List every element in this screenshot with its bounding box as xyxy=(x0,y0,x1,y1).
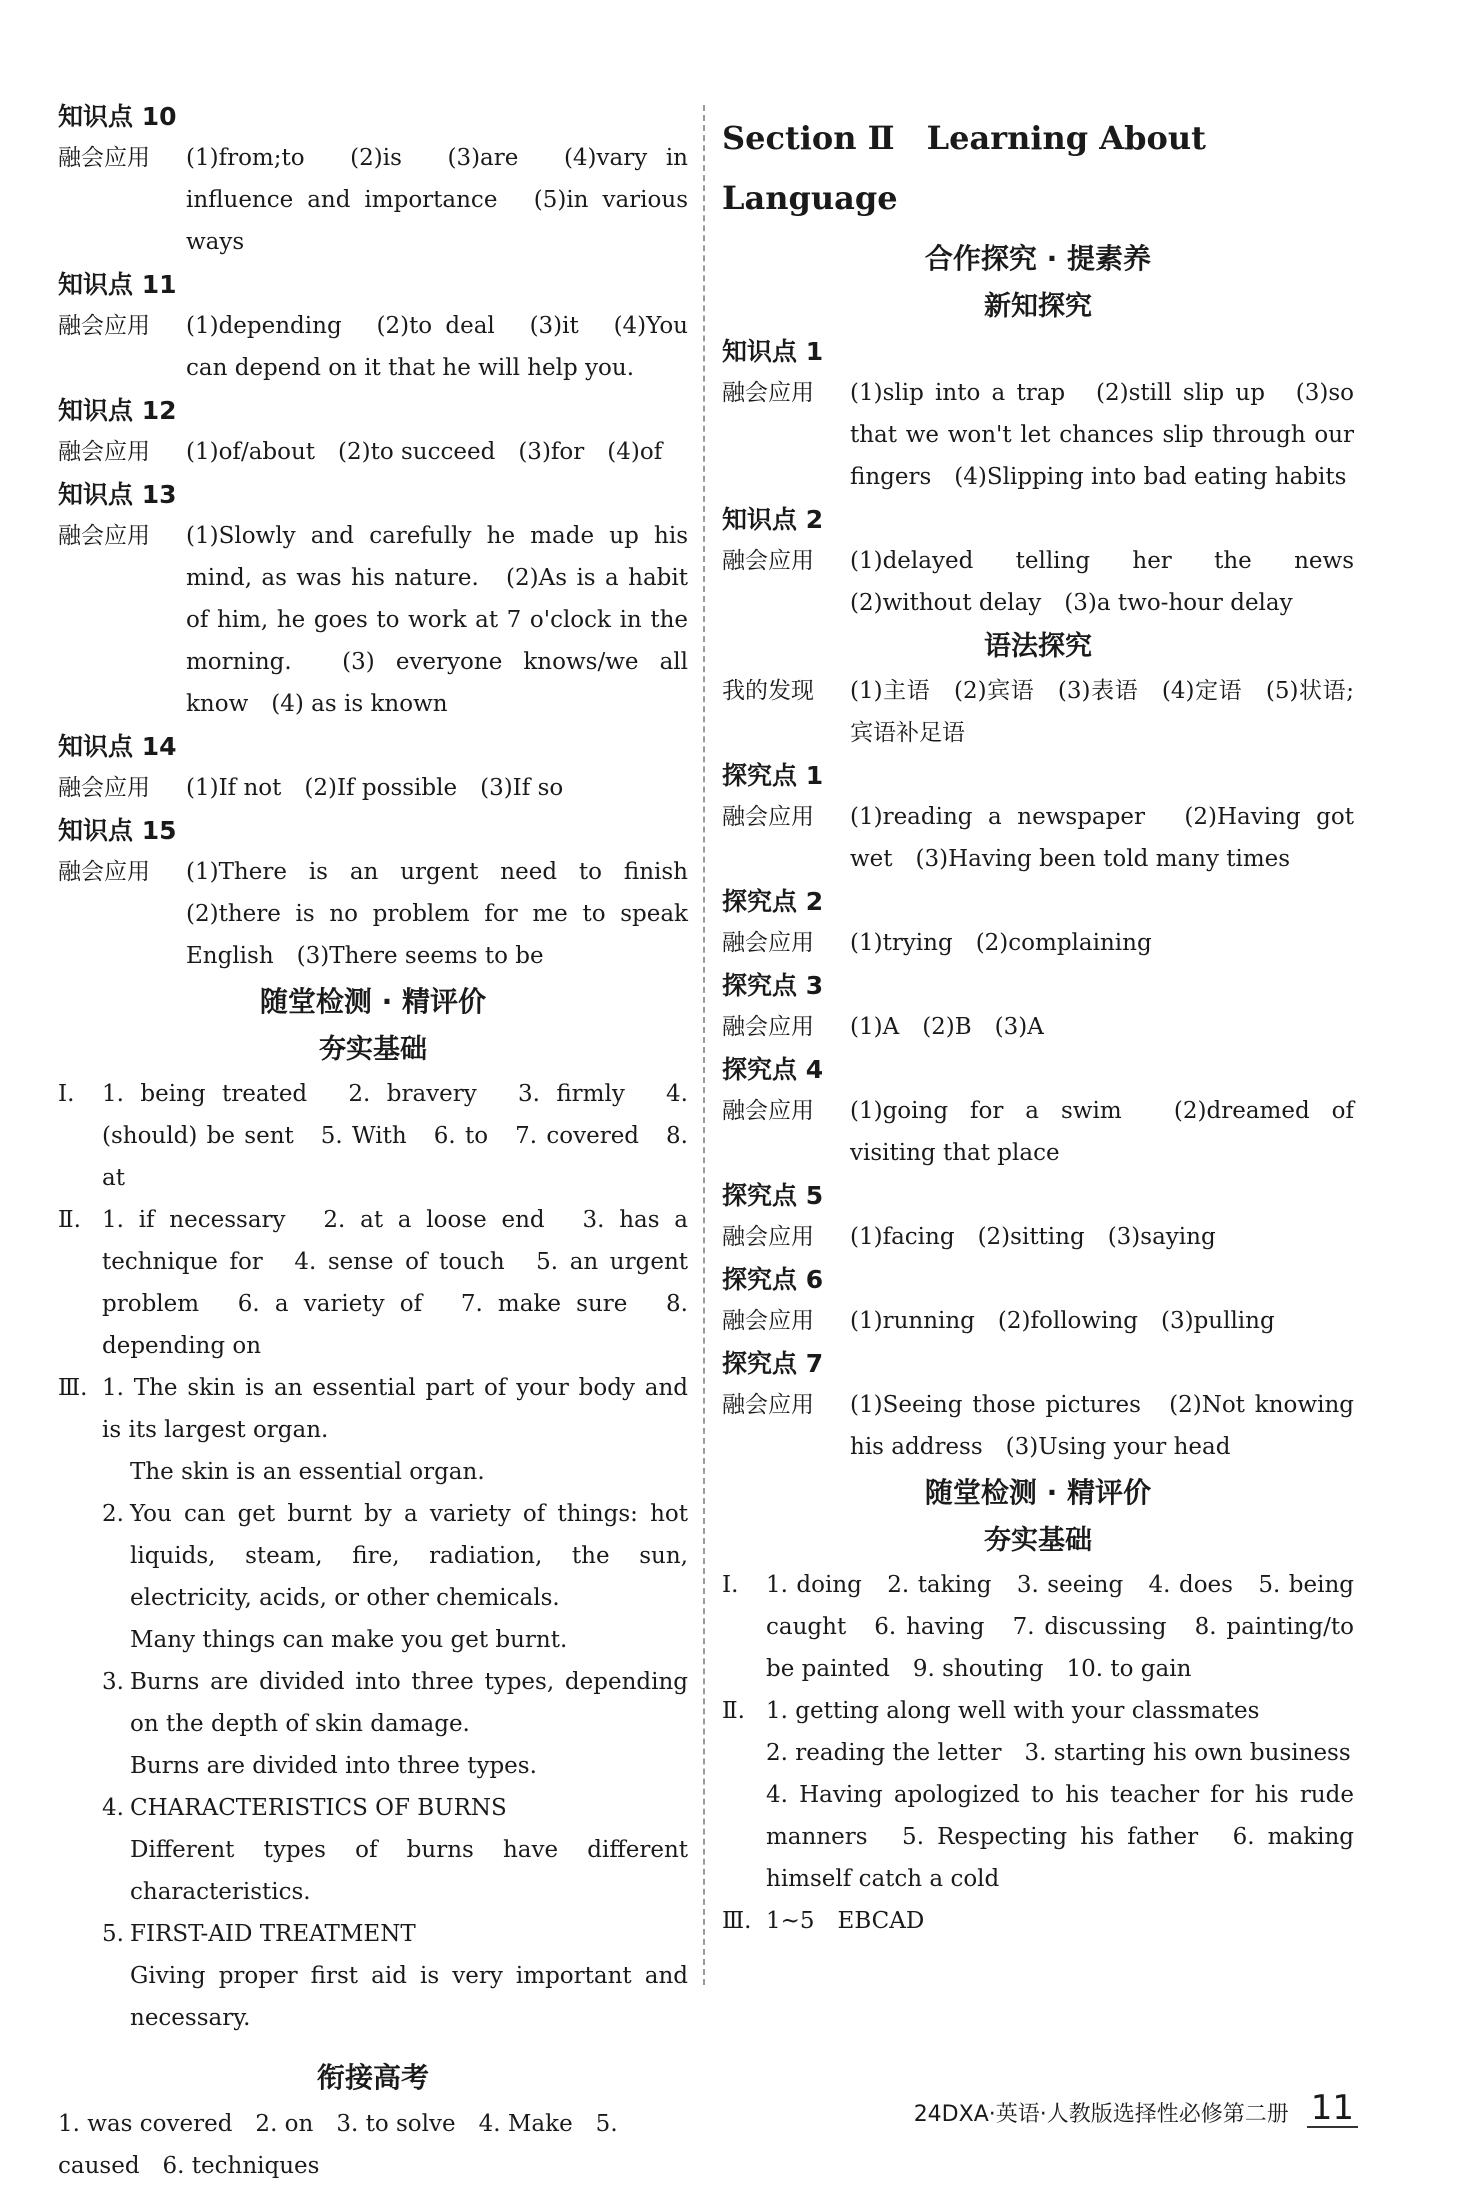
item-text: FIRST-AID TREATMENT xyxy=(130,1921,416,1947)
item-number: 2. xyxy=(102,1501,124,1527)
point-heading: 探究点 2 xyxy=(722,887,824,916)
entry-label: 融会应用 xyxy=(58,859,150,885)
page-number: 11 xyxy=(1307,2090,1358,2128)
answer-entry xyxy=(58,851,711,977)
right-basic-title: 夯实基础 xyxy=(984,1525,1092,1556)
point-heading: 知识点 15 xyxy=(58,816,177,845)
answer-entry xyxy=(722,1216,1354,1258)
section-title: Section Ⅱ Learning About Language xyxy=(722,119,1206,217)
item-text: You can get burnt by a variety of things: hot liquids, steam, fire, radiation, the sun, electricity, acids, or other chemicals. xyxy=(130,1501,688,1611)
roman-numeral: Ⅱ. xyxy=(722,1698,745,1724)
answer-entry xyxy=(58,305,688,389)
answer-entry xyxy=(722,372,1354,498)
entry-text: (1)from;to (2)is (3)are (4)vary in influence and importance (5)in various ways xyxy=(186,145,688,255)
entry-text: (1)delayed telling her the news (2)without delay (3)a two-hour delay xyxy=(850,548,1377,616)
answer-entry xyxy=(722,1090,1354,1174)
answer-entry xyxy=(58,137,688,263)
point-heading: 探究点 4 xyxy=(722,1055,824,1084)
roman-3-item xyxy=(58,1661,688,1745)
entry-label: 融会应用 xyxy=(58,775,150,801)
point-heading: 知识点 2 xyxy=(722,505,824,534)
right-roman-2-line xyxy=(722,1774,1354,1900)
page-footer xyxy=(914,2090,1358,2128)
discovery-label: 我的发现 xyxy=(722,678,814,704)
answer-entry xyxy=(58,515,688,725)
roman-numeral: Ⅲ. xyxy=(58,1375,88,1401)
entry-text: (1)depending (2)to deal (3)it (4)You can depend on it that he will help you. xyxy=(186,313,688,381)
entry-text: (1)going for a swim (2)dreamed of visiting that place xyxy=(850,1098,1354,1166)
entry-label: 融会应用 xyxy=(58,439,150,465)
entry-label: 融会应用 xyxy=(722,380,814,406)
answer-entry xyxy=(58,431,688,473)
roman-text xyxy=(102,1367,688,1451)
point-heading: 知识点 14 xyxy=(58,732,177,761)
point-heading: 探究点 5 xyxy=(722,1181,824,1210)
item-text: Burns are divided into three types, depending on the depth of skin damage. xyxy=(130,1669,688,1737)
roman-text: 1~5 EBCAD xyxy=(766,1908,925,1934)
point-heading: 探究点 6 xyxy=(722,1265,824,1294)
left-basic-title: 夯实基础 xyxy=(319,1034,427,1065)
entry-text: (1)running (2)following (3)pulling xyxy=(850,1308,1275,1334)
entry-text: (1)facing (2)sitting (3)saying xyxy=(850,1224,1216,1250)
answer-entry xyxy=(58,767,688,809)
item-summary: Giving proper first aid is very important and necessary. xyxy=(130,1963,688,2031)
right-column xyxy=(722,108,1377,1942)
entry-label: 融会应用 xyxy=(722,1224,814,1250)
entry-text: (1)A (2)B (3)A xyxy=(850,1014,1044,1040)
answer-entry xyxy=(722,1006,1354,1048)
entry-label: 融会应用 xyxy=(722,930,814,956)
point-heading: 探究点 1 xyxy=(722,761,824,790)
answer-entry xyxy=(722,540,1377,624)
left-roman-2 xyxy=(58,1199,688,1367)
item-number: 4. xyxy=(102,1795,124,1821)
left-gaokao-title: 衔接高考 xyxy=(316,2061,429,2094)
item-summary: The skin is an essential organ. xyxy=(130,1459,485,1485)
entry-label: 融会应用 xyxy=(58,523,150,549)
entry-text: (1)trying (2)complaining xyxy=(850,930,1152,956)
entry-text: (1)reading a newspaper (2)Having got wet (3)Having been told many times xyxy=(850,804,1354,872)
right-explore-blocks xyxy=(722,756,1354,1468)
item-text: The skin is an essential part of your body and is its largest organ. xyxy=(102,1375,689,1443)
item-summary: Burns are divided into three types. xyxy=(130,1753,537,1779)
left-roman-3 xyxy=(58,1367,688,1451)
right-roman-3 xyxy=(722,1900,1354,1942)
roman-text: 1. if necessary 2. at a loose end 3. has a technique for 4. sense of touch 5. an urgent problem 6. a variety of 7. make sure 8. depending on xyxy=(102,1207,688,1359)
item-number: 3. xyxy=(102,1669,124,1695)
point-heading: 知识点 13 xyxy=(58,480,177,509)
entry-label: 融会应用 xyxy=(722,548,814,574)
answer-entry xyxy=(722,922,1354,964)
entry-label: 融会应用 xyxy=(722,1308,814,1334)
point-heading: 探究点 7 xyxy=(722,1349,824,1378)
right-knowledge-blocks xyxy=(722,332,1377,624)
point-heading: 知识点 10 xyxy=(58,102,177,131)
answer-entry xyxy=(722,1300,1354,1342)
entry-label: 融会应用 xyxy=(722,1392,814,1418)
answer-entry xyxy=(722,1384,1354,1468)
roman-text: 4. Having apologized to his teacher for his rude manners 5. Respecting his father 6. making himself catch a cold xyxy=(766,1782,1354,1892)
entry-text: (1)If not (2)If possible (3)If so xyxy=(186,775,564,801)
footer-text: 24DXA·英语·人教版选择性必修第二册 xyxy=(913,2102,1289,2127)
point-heading: 知识点 11 xyxy=(58,270,177,299)
roman-text: 1. being treated 2. bravery 3. firmly 4. (should) be sent 5. With 6. to 7. covered 8. at xyxy=(102,1081,688,1191)
discovery-text: (1)主语 (2)宾语 (3)表语 (4)定语 (5)状语;宾语补足语 xyxy=(850,678,1354,746)
item-number: 1. xyxy=(102,1375,124,1401)
right-check-title: 随堂检测 · 精评价 xyxy=(924,1476,1152,1509)
roman-3-item xyxy=(58,1493,688,1619)
right-coop-title: 合作探究 · 提素养 xyxy=(924,242,1152,275)
roman-text: 1. doing 2. taking 3. seeing 4. does 5. being caught 6. having 7. discussing 8. painting/to be painted 9. shouting 10. to gain xyxy=(766,1572,1354,1682)
entry-text: (1)of/about (2)to succeed (3)for (4)of xyxy=(186,439,663,465)
roman-numeral: Ⅰ. xyxy=(722,1572,739,1598)
right-roman-1 xyxy=(722,1564,1354,1690)
entry-text: (1)Slowly and carefully he made up his mind, as was his nature. (2)As is a habit of him, he goes to work at 7 o'clock in the morning. (3) everyone knows/we all know (4) as is known xyxy=(186,523,688,717)
left-knowledge-blocks xyxy=(58,97,711,977)
entry-text: (1)slip into a trap (2)still slip up (3)so that we won't let chances slip through our fingers (4)Slipping into bad eating habits xyxy=(850,380,1354,490)
point-heading: 探究点 3 xyxy=(722,971,824,1000)
roman-text: 2. reading the letter 3. starting his own business xyxy=(766,1740,1351,1766)
left-roman-3-items xyxy=(58,1451,688,2039)
item-number: 5. xyxy=(102,1921,124,1947)
right-roman-2 xyxy=(722,1690,1354,1732)
column-divider xyxy=(703,105,705,1985)
left-check-title: 随堂检测 · 精评价 xyxy=(259,985,487,1018)
right-roman-2-line xyxy=(722,1732,1354,1774)
roman-numeral: Ⅰ. xyxy=(58,1081,75,1107)
left-column xyxy=(58,95,711,2187)
discovery-entry xyxy=(722,670,1354,754)
point-heading: 知识点 1 xyxy=(722,337,824,366)
entry-label: 融会应用 xyxy=(722,1014,814,1040)
roman-numeral: Ⅱ. xyxy=(58,1207,81,1233)
roman-text: 1. getting along well with your classmates xyxy=(766,1698,1260,1724)
entry-label: 融会应用 xyxy=(58,313,150,339)
item-summary: Many things can make you get burnt. xyxy=(130,1627,568,1653)
left-gaokao-text: 1. was covered 2. on 3. to solve 4. Make 5. caused 6. techniques xyxy=(58,2111,618,2179)
roman-3-item xyxy=(58,1913,688,1955)
right-grammar-title: 语法探究 xyxy=(984,631,1092,662)
left-roman-1 xyxy=(58,1073,688,1199)
answer-entry xyxy=(722,796,1354,880)
item-text: CHARACTERISTICS OF BURNS xyxy=(130,1795,507,1821)
right-new-title: 新知探究 xyxy=(984,291,1092,322)
roman-3-item xyxy=(58,1787,688,1829)
entry-label: 融会应用 xyxy=(722,804,814,830)
point-heading: 知识点 12 xyxy=(58,396,177,425)
roman-numeral: Ⅲ. xyxy=(722,1908,752,1934)
item-summary: Different types of burns have different characteristics. xyxy=(130,1837,688,1905)
entry-label: 融会应用 xyxy=(58,145,150,171)
entry-text: (1)Seeing those pictures (2)Not knowing his address (3)Using your head xyxy=(850,1392,1354,1460)
entry-label: 融会应用 xyxy=(722,1098,814,1124)
entry-text: (1)There is an urgent need to finish (2)there is no problem for me to speak English (3)There seems to be xyxy=(186,859,711,969)
